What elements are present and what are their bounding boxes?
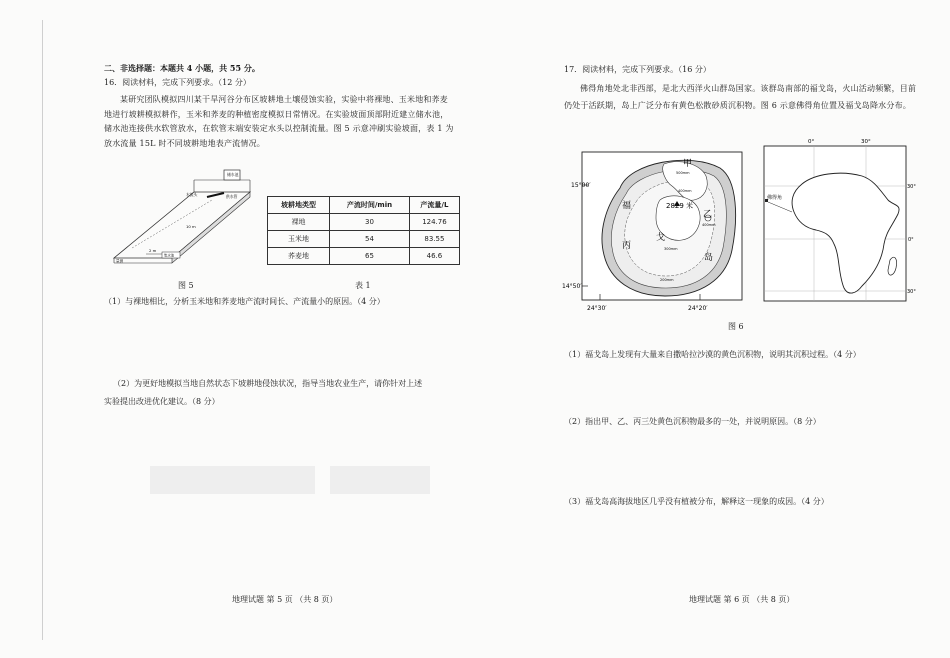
table-row — [268, 248, 460, 265]
inset-lon-label: 30° — [861, 139, 871, 145]
table-header-row — [268, 197, 460, 214]
q17-part-2: （2）指出甲、乙、丙三处黄色沉积物最多的一处，并说明原因。（8 分） — [564, 417, 821, 426]
q16-material: 某研究团队模拟四川某干旱河谷分布区坡耕地土壤侵蚀实验，实验中将裸地、玉米地和荞麦地进行坡耕模拟耕作，玉米和荞麦的种植密度模拟日常情况。在实验坡面顶部附近建立储水池，储水池连接供水软管放水，在软管末端安装定水头以控制流量。图 5 示意冲刷实验坡面，表 1 为放水流量 15L 时不同坡耕地地表产流情况。 — [104, 95, 454, 148]
island-char: 岛 — [704, 253, 714, 263]
label-tank: 储水池 — [227, 172, 239, 177]
inset-lat-label: 0° — [908, 237, 914, 243]
figure-5-slope-diagram — [112, 170, 262, 270]
label-collect: 集水池 — [164, 253, 175, 258]
bleed-through-mark — [150, 466, 315, 494]
inset-lat-label: 30° — [907, 289, 916, 295]
label-supply: 供水管 — [226, 194, 238, 199]
figure-5-caption: 图 5 — [178, 281, 194, 290]
q17-title: 17．阅读材料，完成下列要求。（16 分） — [564, 65, 711, 74]
table-row — [268, 214, 460, 231]
lat-label-bottom: 14°50′ — [562, 283, 582, 290]
table-cell: 荞麦地 — [268, 248, 330, 265]
table-cell: 54 — [330, 231, 410, 248]
isohyet-label: 200mm — [660, 278, 674, 282]
isohyet-label: 300mm — [664, 247, 678, 251]
place-bing: 丙 — [622, 241, 632, 251]
figure-6-africa-inset — [762, 136, 920, 306]
inset-cape-verde-label: 佛得角 — [767, 195, 783, 201]
place-yi: 乙 — [703, 210, 713, 220]
binding-edge — [42, 20, 43, 640]
label-hose: 水流头 — [186, 192, 198, 197]
q17-part-3: （3）福戈岛高海拔地区几乎没有植被分布，解释这一现象的成因。（4 分） — [564, 497, 829, 506]
q16-title: 16．阅读材料，完成下列要求。（12 分） — [104, 78, 251, 87]
bleed-through-mark — [330, 466, 430, 494]
peak-elevation-label: 2829 米 — [666, 202, 694, 210]
page-footer-5: 地理试题 第 5 页 （共 8 页） — [232, 595, 338, 604]
lat-label-top: 15°00′ — [571, 182, 591, 189]
isohyet-label: 500mm — [676, 171, 690, 175]
table-cell: 124.76 — [409, 214, 459, 231]
place-jia: 甲 — [683, 159, 693, 169]
figure-6-fogo-map — [560, 140, 755, 315]
q17-part-1: （1）福戈岛上发现有大量来自撒哈拉沙漠的黄色沉积物，说明其沉积过程。（4 分） — [564, 350, 861, 359]
lon-label-left: 24°30′ — [587, 305, 607, 312]
section-title: 二、非选择题：本题共 4 小题，共 55 分。 — [104, 63, 260, 73]
table-row — [268, 231, 460, 248]
table-1-runoff — [267, 196, 460, 265]
isohyet-label: 400mm — [678, 189, 692, 193]
table-1-caption: 表 1 — [355, 281, 371, 290]
figure-6-caption: 图 6 — [728, 322, 744, 331]
island-char: 福 — [622, 201, 632, 211]
table-cell: 玉米地 — [268, 231, 330, 248]
table-cell: 裸地 — [268, 214, 330, 231]
q17-material: 佛得角地处北非西部，是北大西洋火山群岛国家。该群岛南部的福戈岛，火山活动频繁，目前仍处于活跃期，岛上广泛分布有黄色松散砂质沉积物。图 6 示意佛得角位置及福戈岛降水分布。 — [564, 84, 917, 110]
q16-part-1: （1）与裸地相比，分析玉米地和荞麦地产流时间长、产流量小的原因。（4 分） — [104, 297, 385, 306]
island-char: 戈 — [656, 233, 666, 243]
page-footer-6: 地理试题 第 6 页 （共 8 页） — [689, 595, 795, 604]
table-cell: 83.55 — [409, 231, 459, 248]
lon-label-right: 24°20′ — [688, 305, 708, 312]
label-measure: 量测 — [116, 259, 124, 263]
q16-part-2-line-1: （2）为更好地模拟当地自然状态下坡耕地侵蚀状况，指导当地农业生产，请你针对上述 — [113, 379, 423, 388]
table-cell: 46.6 — [409, 248, 459, 265]
inset-lat-label: 30° — [907, 184, 916, 190]
table-header-cell: 坡耕地类型 — [268, 197, 330, 214]
table-cell: 30 — [330, 214, 410, 231]
label-width: 2 m — [149, 248, 157, 253]
inset-lon-label: 0° — [808, 139, 815, 145]
isohyet-label: 400mm — [702, 223, 716, 227]
table-header-cell: 产流量/L — [409, 197, 459, 214]
label-length: 10 m — [186, 224, 196, 229]
q16-part-2-line-2: 实验提出改进优化建议。（8 分） — [104, 397, 220, 406]
table-cell: 65 — [330, 248, 410, 265]
table-header-cell: 产流时间/min — [330, 197, 410, 214]
